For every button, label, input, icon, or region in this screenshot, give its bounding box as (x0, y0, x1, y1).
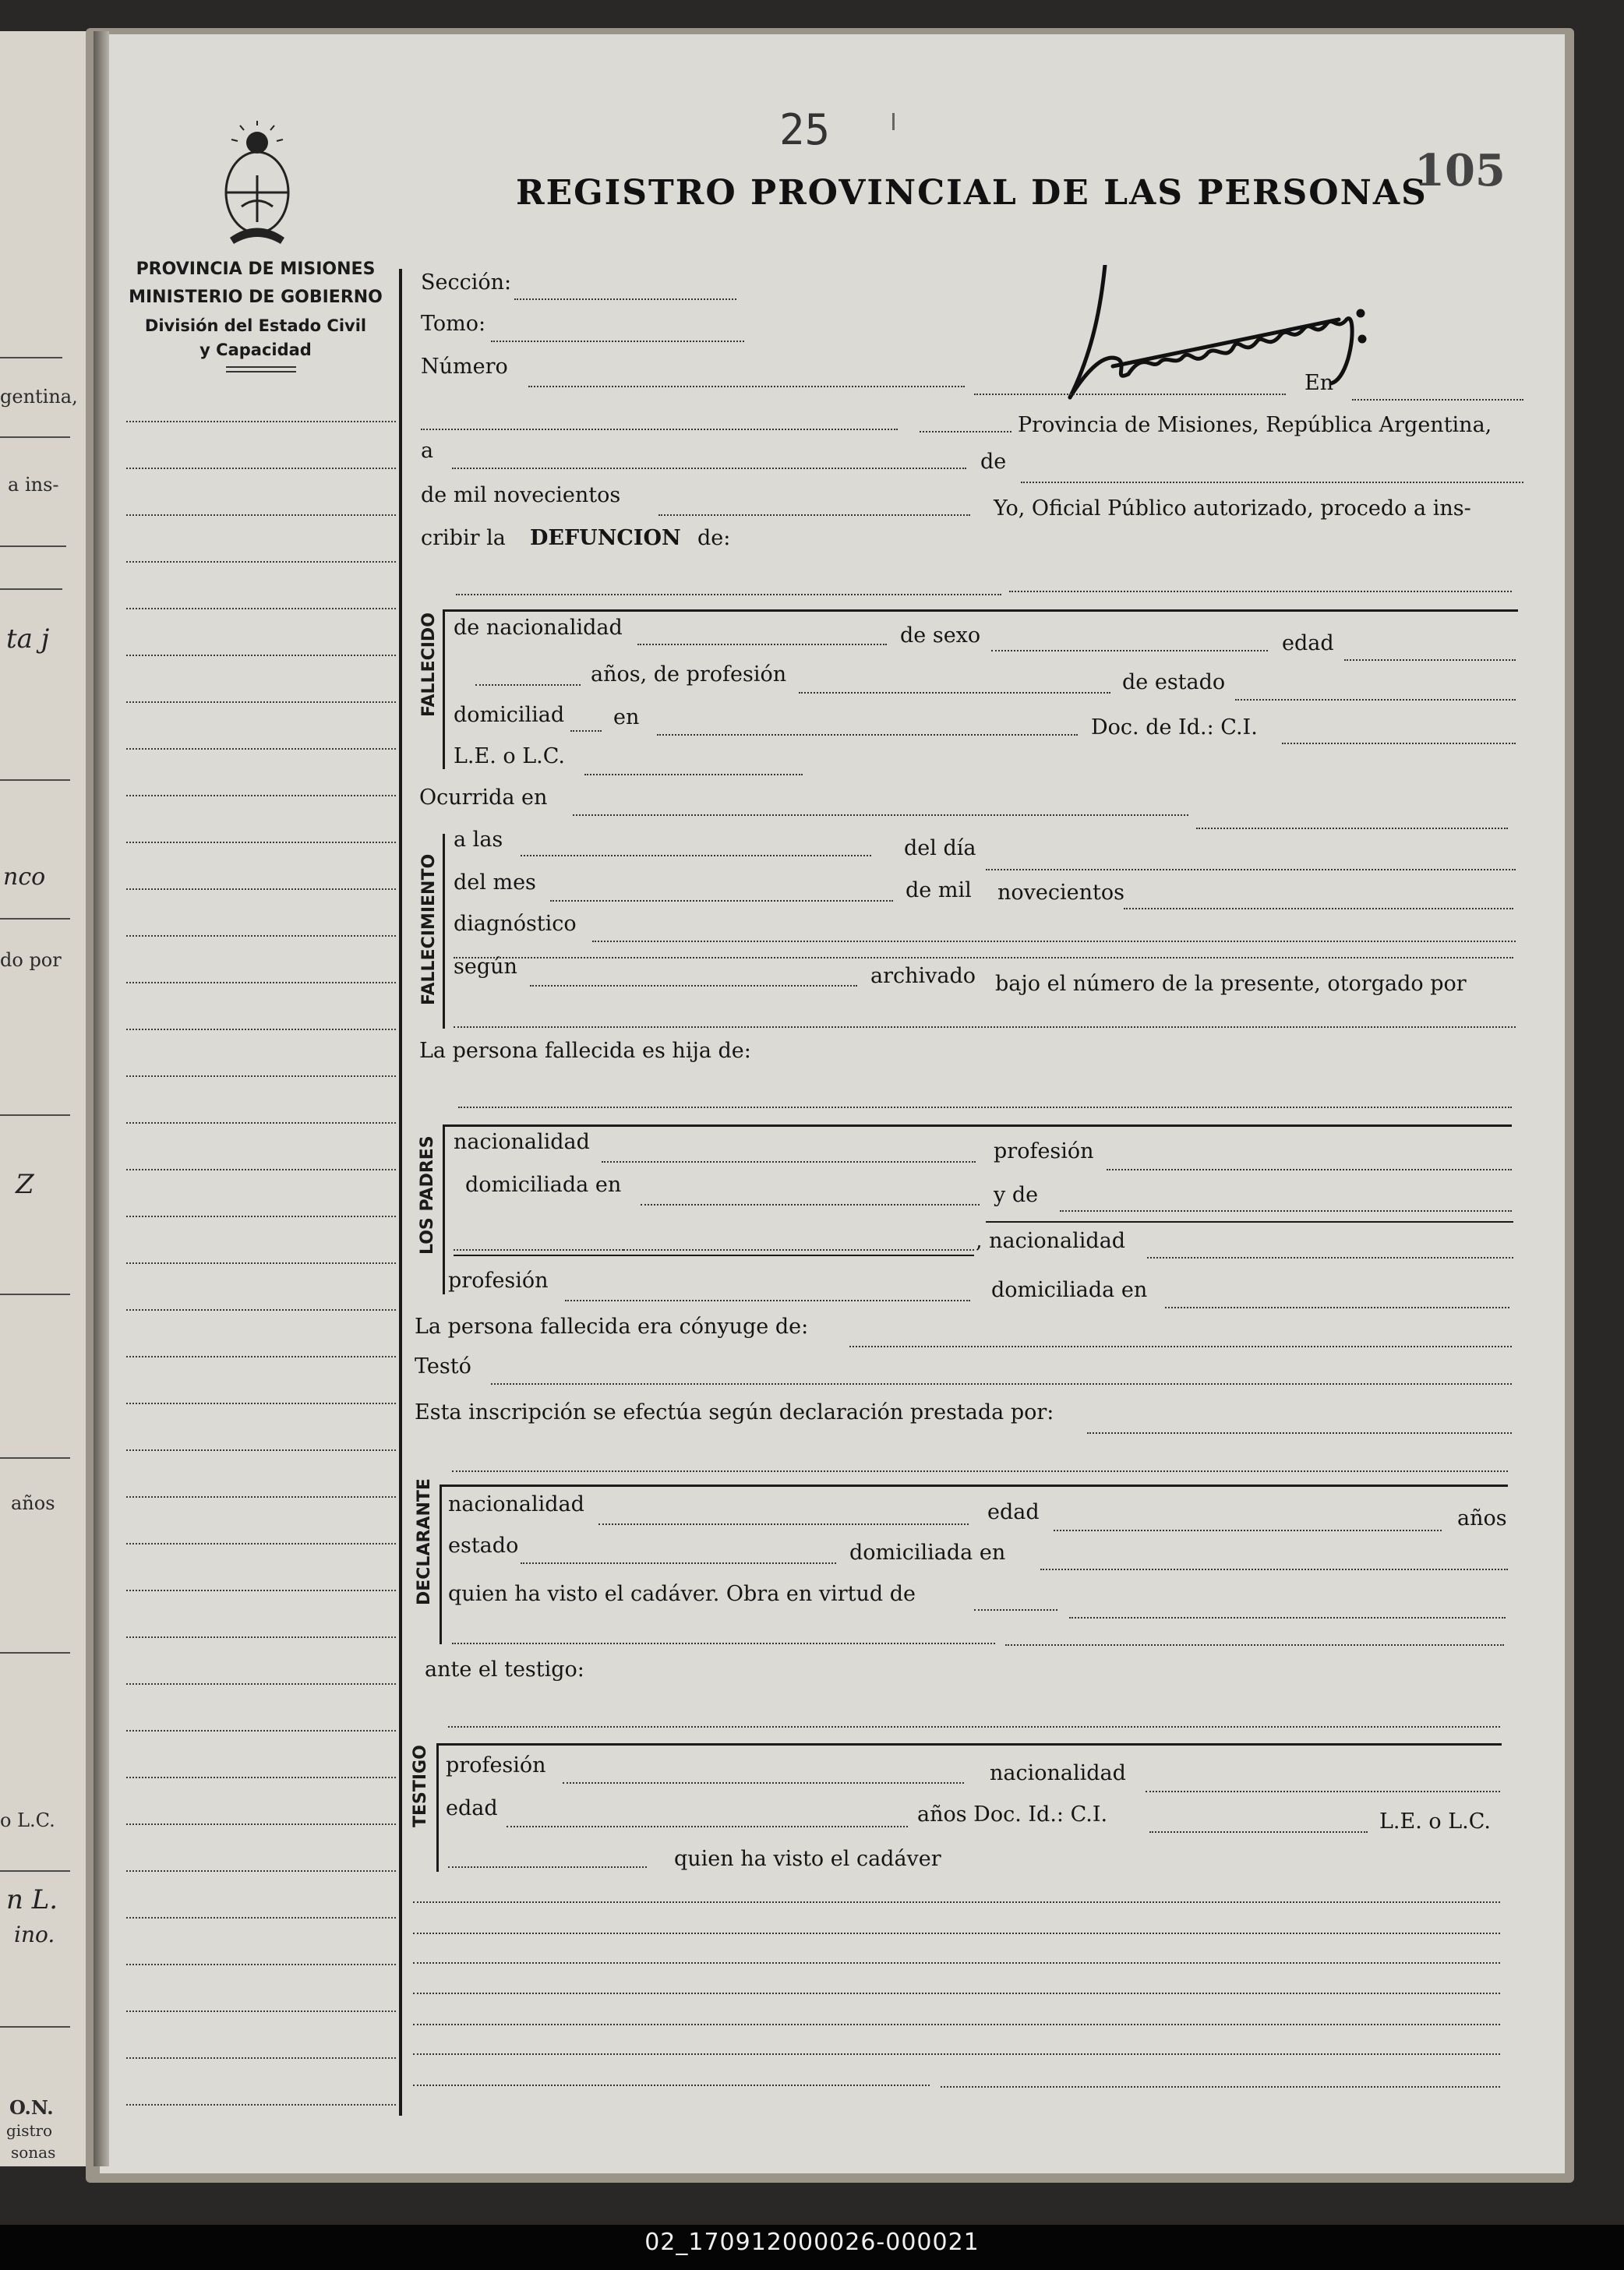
prev-page-text: O.N. (9, 2096, 54, 2119)
margin-note-line[interactable] (126, 1075, 396, 1077)
madre-profesion-label: profesión (448, 1269, 549, 1293)
testigo-name-field[interactable] (448, 1726, 1500, 1728)
madre-rule (986, 1221, 1513, 1223)
margin-note-line[interactable] (126, 2104, 396, 2106)
doc-label: Doc. de Id.: C.I. (1091, 715, 1258, 740)
pencil-mark (892, 113, 895, 130)
testigo-ci-field[interactable] (1149, 1831, 1368, 1833)
diagnostico-field-continued[interactable] (454, 957, 1513, 958)
month-field[interactable] (1021, 482, 1523, 483)
padre-domicilio-field[interactable] (641, 1204, 980, 1206)
notes-line[interactable] (413, 2024, 1500, 2025)
nacionalidad-label: de nacionalidad (454, 616, 623, 640)
declaracion-label: Esta inscripción se efectúa según declaración prestada por: (415, 1400, 1054, 1424)
declaracion-field[interactable] (1087, 1432, 1512, 1434)
testo-label: Testó (415, 1354, 471, 1379)
padre-name-field[interactable] (458, 1107, 1512, 1108)
prev-page-text: años (11, 1492, 55, 1514)
madre-domicilio-label: domiciliada en (991, 1278, 1148, 1302)
prev-page-text: do por (0, 949, 62, 971)
ocurrida-field-continued[interactable] (1196, 828, 1508, 829)
margin-note-line[interactable] (126, 468, 396, 469)
notes-line[interactable] (413, 1962, 1500, 1964)
section-bracket (443, 834, 445, 1029)
margin-note-line[interactable] (126, 1870, 396, 1872)
domiciliado-label: domiciliad (454, 703, 565, 727)
issuer-division: División del Estado Civil (144, 316, 367, 335)
margin-note-line[interactable] (126, 1216, 396, 1217)
margin-note-line[interactable] (126, 2011, 396, 2012)
margin-note-line[interactable] (126, 655, 396, 656)
margin-note-line[interactable] (126, 1496, 396, 1498)
conyuge-label: La persona fallecida era cónyuge de: (415, 1315, 809, 1339)
section-bracket (443, 1124, 445, 1294)
declarante-edad-field[interactable] (1054, 1530, 1442, 1531)
declarante-nacionalidad-field[interactable] (598, 1523, 969, 1525)
profesion-field[interactable] (799, 692, 1110, 694)
seccion-field[interactable] (514, 298, 736, 300)
estado-label: de estado (1122, 670, 1226, 694)
declarante-section-label: DECLARANTE (415, 1478, 434, 1605)
testigo-section-label: TESTIGO (411, 1745, 430, 1827)
inscribir-text-end: de: (697, 526, 731, 550)
domicilio-field[interactable] (657, 734, 1078, 736)
margin-note-line[interactable] (126, 1543, 396, 1545)
section-bracket (436, 1743, 439, 1872)
de-label: de (980, 450, 1007, 474)
margin-note-line[interactable] (126, 1122, 396, 1124)
madre-nacionalidad-field[interactable] (1147, 1257, 1513, 1259)
padres-section-label: LOS PADRES (418, 1135, 437, 1255)
margin-note-line[interactable] (126, 1449, 396, 1451)
prev-page-text: gistro (6, 2121, 53, 2140)
file-id: 02_170912000026-000021 (644, 2229, 980, 2256)
notes-line[interactable] (941, 2086, 1500, 2088)
testigo-profesion-label: profesión (446, 1753, 546, 1778)
segun-label: según (454, 955, 517, 979)
en-label-2: en (613, 705, 640, 729)
anos-field[interactable] (475, 684, 581, 686)
de-mil-label: de mil (906, 878, 972, 902)
madre-name-field-continued-2[interactable] (623, 1249, 974, 1251)
deceased-name-field-continued[interactable] (1009, 591, 1512, 592)
fallecido-section-label: FALLECIDO (419, 613, 439, 717)
issuer-capacity: y Capacidad (199, 341, 312, 359)
margin-note-line[interactable] (126, 1403, 396, 1404)
padre-nacionalidad-field[interactable] (602, 1161, 976, 1163)
madre-name-field-continued[interactable] (454, 1249, 623, 1251)
prev-page-rule (0, 436, 70, 438)
diagnostico-label: diagnóstico (454, 912, 577, 936)
novecientos-label: novecientos (997, 881, 1124, 905)
madre-domicilio-field[interactable] (1165, 1307, 1509, 1308)
prev-page-rule (0, 588, 62, 590)
declarante-edad-label: edad (987, 1500, 1040, 1524)
divider (226, 366, 296, 368)
margin-note-line[interactable] (126, 1683, 396, 1685)
testo-field[interactable] (491, 1383, 1512, 1385)
notes-line[interactable] (413, 1993, 1500, 1994)
margin-note-line[interactable] (126, 1823, 396, 1825)
margin-note-line[interactable] (126, 1964, 396, 1965)
margin-note-line[interactable] (126, 1169, 396, 1170)
conyuge-field[interactable] (849, 1346, 1512, 1347)
inscribir-text: cribir la (421, 526, 506, 550)
padre-domicilio-label: domiciliada en (465, 1173, 622, 1197)
padre-profesion-field[interactable] (1107, 1169, 1512, 1170)
page-title: REGISTRO PROVINCIAL DE LAS PERSONAS (516, 173, 1428, 213)
obra-field[interactable] (974, 1609, 1057, 1611)
madre-name-field[interactable] (1060, 1210, 1512, 1212)
testigo-le-lc-label: L.E. o L.C. (1379, 1809, 1492, 1834)
edad-label: edad (1282, 631, 1334, 655)
madre-rule (454, 1255, 974, 1256)
margin-note-line[interactable] (126, 1636, 396, 1638)
obra-field-continued[interactable] (1069, 1617, 1506, 1619)
madre-profesion-field[interactable] (565, 1300, 970, 1301)
tomo-field[interactable] (491, 341, 744, 342)
margin-note-line[interactable] (126, 1356, 396, 1357)
margin-note-line[interactable] (126, 421, 396, 422)
sexo-label: de sexo (900, 623, 981, 648)
margin-note-line[interactable] (126, 1262, 396, 1264)
notes-line[interactable] (413, 2053, 1500, 2055)
section-top-rule (444, 609, 1518, 612)
prev-page-rule (0, 1870, 70, 1872)
section-bracket (443, 609, 445, 769)
defuncion-label: DEFUNCION (530, 526, 681, 550)
coat-of-arms-icon (214, 121, 300, 245)
margin-note-line[interactable] (126, 748, 396, 750)
prev-page-rule (0, 918, 70, 920)
testigo-doc-label: años Doc. Id.: C.I. (917, 1802, 1108, 1827)
margin-note-line[interactable] (126, 1309, 396, 1311)
testigo-profesion-field[interactable] (563, 1782, 964, 1784)
prev-page-rule (0, 357, 62, 358)
hora-field[interactable] (521, 855, 871, 856)
estado-field[interactable] (1235, 699, 1516, 701)
prev-page-rule (0, 545, 66, 547)
issuer-province: PROVINCIA DE MISIONES (136, 259, 376, 279)
hija-de-label: La persona fallecida es hija de: (419, 1039, 751, 1063)
declarante-estado-field[interactable] (521, 1562, 836, 1564)
divider (226, 371, 296, 372)
margin-note-line[interactable] (126, 1590, 396, 1591)
testigo-nacionalidad-field[interactable] (1146, 1791, 1500, 1792)
prev-page-handwriting: ino. (14, 1922, 55, 1947)
declarante-anos-label: años (1457, 1506, 1507, 1530)
testigo-edad-field[interactable] (507, 1826, 908, 1827)
nacionalidad-field[interactable] (637, 644, 887, 645)
madre-label: y de (994, 1183, 1039, 1207)
otorgado-text: bajo el número de la presente, otorgado por (995, 972, 1467, 996)
margin-note-line[interactable] (126, 701, 396, 703)
obra-field-line2-continued[interactable] (1005, 1644, 1504, 1646)
fallecimiento-section-label: FALLECIMIENTO (419, 853, 439, 1005)
margin-note-line[interactable] (126, 982, 396, 983)
margin-note-line[interactable] (126, 1777, 396, 1778)
prev-page-rule (0, 779, 70, 781)
notes-line[interactable] (413, 1901, 1500, 1903)
place-field[interactable] (421, 429, 898, 430)
seccion-label: Sección: (421, 270, 512, 295)
prev-page-rule (0, 1457, 70, 1459)
a-label: a (421, 439, 434, 463)
testigo-quien-label: quien ha visto el cadáver (674, 1847, 941, 1871)
segun-field[interactable] (530, 985, 857, 987)
section-bracket (440, 1485, 442, 1644)
otorgado-field[interactable] (454, 1026, 1516, 1028)
testigo-edad-label: edad (446, 1796, 498, 1820)
section-top-rule (438, 1743, 1502, 1746)
prev-page-text: a ins- (8, 474, 59, 496)
archivado-label: archivado (870, 964, 976, 988)
notes-line[interactable] (413, 2085, 930, 2086)
section-top-rule (441, 1485, 1508, 1487)
en-label: En (1304, 371, 1334, 395)
margin-note-line[interactable] (126, 888, 396, 890)
padre-profesion-label: profesión (994, 1139, 1094, 1163)
ocurrida-field[interactable] (573, 814, 1188, 816)
sexo-field[interactable] (991, 650, 1268, 651)
prev-page-handwriting: Z (16, 1169, 34, 1200)
ocurrida-label: Ocurrida en (419, 785, 548, 810)
prev-page-rule (0, 1114, 70, 1116)
declarante-domicilio-field[interactable] (1040, 1569, 1508, 1570)
margin-note-line[interactable] (126, 2057, 396, 2059)
hora-label: a las (454, 828, 503, 852)
margin-note-line[interactable] (126, 842, 396, 843)
le-lc-field[interactable] (584, 774, 803, 775)
margin-note-line[interactable] (126, 561, 396, 563)
dia-label: del día (904, 836, 976, 860)
notes-line[interactable] (413, 1933, 1500, 1934)
margin-note-line[interactable] (126, 1730, 396, 1732)
testigo-le-lc-field[interactable] (448, 1866, 647, 1868)
declarante-nacionalidad-label: nacionalidad (448, 1492, 584, 1516)
margin-note-line[interactable] (126, 514, 396, 516)
declarante-estado-label: estado (448, 1534, 519, 1558)
numero-field-continued[interactable] (974, 394, 1286, 395)
doc-field[interactable] (1282, 743, 1516, 744)
domiciliado-suffix-field[interactable] (570, 730, 602, 732)
provincia-text: Provincia de Misiones, República Argentina, (1018, 413, 1492, 437)
prev-page-text: sonas (11, 2143, 56, 2162)
day-field[interactable] (452, 468, 966, 469)
folio-number: 25 (779, 105, 831, 154)
en-field[interactable] (1352, 399, 1523, 401)
ante-testigo-label: ante el testigo: (425, 1657, 584, 1682)
section-top-rule (444, 1124, 1512, 1127)
declarante-domicilio-label: domiciliada en (849, 1541, 1006, 1565)
place-field-continued[interactable] (920, 431, 1011, 432)
padre-nacionalidad-label: nacionalidad (454, 1130, 590, 1154)
prev-page-handwriting: n L. (6, 1884, 58, 1915)
le-lc-label: L.E. o L.C. (454, 744, 566, 768)
issuer-ministry: MINISTERIO DE GOBIERNO (129, 288, 383, 307)
anio-field[interactable] (1124, 908, 1513, 909)
margin-note-line[interactable] (126, 1029, 396, 1030)
margin-note-line[interactable] (126, 795, 396, 796)
year-label: de mil novecientos (421, 483, 621, 507)
mes-label: del mes (454, 870, 536, 895)
margin-note-line[interactable] (126, 1917, 396, 1919)
prev-page-text: gentina, (0, 386, 78, 408)
prev-page-handwriting: nco (3, 863, 46, 891)
prev-page-rule (0, 1652, 70, 1654)
prev-page-rule (0, 2026, 70, 2028)
obra-field-line2[interactable] (452, 1643, 995, 1644)
declarante-name-field[interactable] (452, 1470, 1508, 1472)
stamp-number: 105 (1414, 145, 1506, 196)
profesion-label: años, de profesión (591, 662, 787, 687)
prev-page-handwriting: ta j (6, 623, 50, 655)
oficial-text: Yo, Oficial Público autorizado, procedo a ins- (994, 496, 1471, 521)
deceased-name-field[interactable] (456, 594, 1001, 595)
numero-label: Número (421, 355, 508, 379)
diagnostico-field[interactable] (592, 941, 1516, 942)
margin-note-line[interactable] (126, 935, 396, 937)
tomo-label: Tomo: (421, 312, 486, 336)
edad-field[interactable] (1344, 659, 1516, 661)
prev-page-rule (0, 1294, 70, 1295)
handwritten-signature (1058, 265, 1386, 405)
testigo-nacionalidad-label: nacionalidad (990, 1761, 1126, 1785)
year-field[interactable] (658, 514, 970, 516)
column-divider (399, 269, 402, 2116)
margin-note-line[interactable] (126, 608, 396, 609)
declarante-quien-label: quien ha visto el cadáver. Obra en virtud de (448, 1582, 916, 1606)
mes-field[interactable] (550, 900, 893, 902)
dia-field[interactable] (986, 869, 1516, 870)
madre-nacionalidad-label: , nacionalidad (976, 1229, 1126, 1253)
prev-page-text: o L.C. (0, 1809, 55, 1831)
numero-field[interactable] (528, 386, 965, 387)
